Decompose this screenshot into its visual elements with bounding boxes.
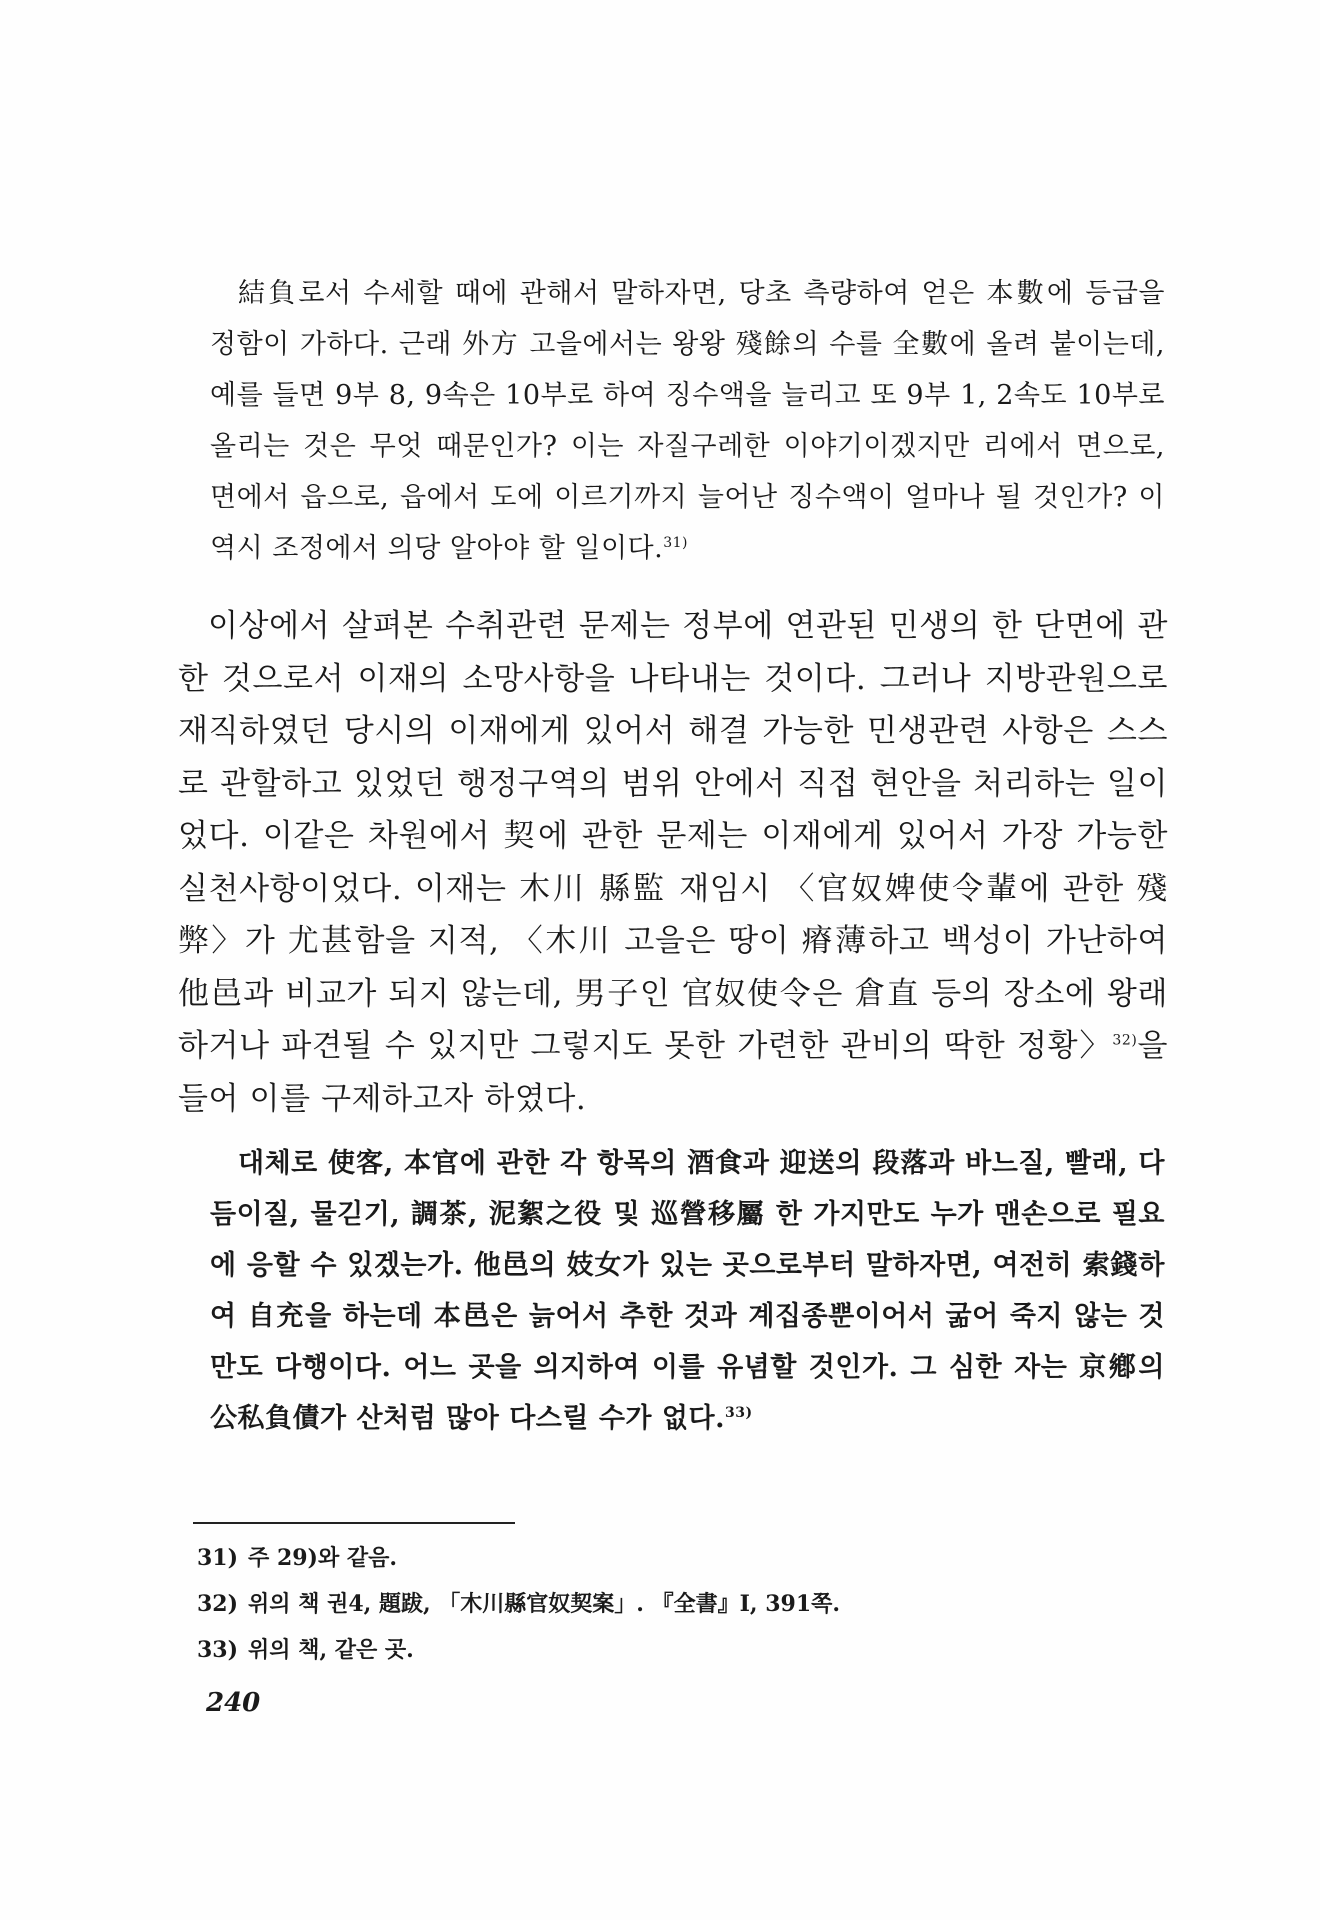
footnote-separator (193, 1522, 515, 1524)
body-text-1: 이상에서 살펴본 수취관련 문제는 정부에 연관된 민생의 한 단면에 관한 것으로서 이재의 소망사항을 나타내는 것이다. 그러나 지방관원으로 재직하였던 당시의 이재에게 있어서 해결 가능한 민생관련 사항은 스스로 관할하고 있었던 행정구역의 범위 안에서 직접 현안을 처리하는 일이었다. 이같은 차원에서 契에 관한 문제는 이재에게 있어서 가장 가능한 실천사항이었다. 이재는 木川 縣監 재임시 〈官奴婢使令輩에 관한 殘弊〉가 尤甚함을 지적, 〈木川 고을은 땅이 瘠薄하고 백성이 가난하여 他邑과 비교가 되지 않는데, 男子인 官奴使令은 倉直 등의 장소에 왕래하거나 파견될 수 있지만 그렇지도 못한 가련한 관비의 딱한 정황〉 (178, 608, 1168, 1064)
footnote-31 (197, 1535, 1097, 1581)
footnote-32 (197, 1581, 1097, 1627)
footnote-ref-32[interactable]: 32) (1112, 1032, 1138, 1049)
footnote-number: 31) (197, 1545, 239, 1571)
footnote-number: 32) (197, 1591, 239, 1617)
quote-block-2 (210, 1138, 1165, 1444)
footnotes-list (197, 1535, 1097, 1673)
quote-1-text: 結負로서 수세할 때에 관해서 말하자면, 당초 측량하여 얻은 本數에 등급을 정함이 가하다. 근래 外方 고을에서는 왕왕 殘餘의 수를 全數에 올려 붙이는데, 예를 들면 9부 8, 9속은 10부로 하여 징수액을 늘리고 또 9부 1, 2속도 10부로 올리는 것은 무엇 때문인가? 이는 자질구레한 이야기이겠지만 리에서 면으로, 면에서 읍으로, 읍에서 도에 이르기까지 늘어난 징수액이 얼마나 될 것인가? 이 역시 조정에서 의당 알아야 할 일이다. (210, 278, 1165, 564)
body-text-2: 을 들어 이를 구제하고자 하였다. (178, 1028, 1168, 1117)
footnote-text: 위의 책, 같은 곳. (248, 1637, 414, 1663)
footnote-33 (197, 1627, 1097, 1673)
footnote-ref-33[interactable]: 33) (724, 1405, 753, 1421)
footnote-number: 33) (197, 1637, 239, 1663)
body-paragraph (178, 600, 1168, 1125)
page-number: 240 (206, 1688, 261, 1718)
footnote-text: 주 29)와 같음. (248, 1545, 398, 1571)
footnote-text: 위의 책 권4, 題跋, 「木川縣官奴契案」. 『全書』Ⅰ, 391쪽. (248, 1591, 841, 1617)
quote-2-text: 대체로 使客, 本官에 관한 각 항목의 酒食과 迎送의 段落과 바느질, 빨래, 다듬이질, 물긷기, 調茶, 泥絮之役 및 巡營移屬 한 가지만도 누가 맨손으로 필요에 응할 수 있겠는가. 他邑의 妓女가 있는 곳으로부터 말하자면, 여전히 索錢하여 自充을 하는데 本邑은 늙어서 추한 것과 계집종뿐이어서 굶어 죽지 않는 것만도 다행이다. 어느 곳을 의지하여 이를 유념할 것인가. 그 심한 자는 京鄕의 公私負債가 산처럼 많아 다스릴 수가 없다. (210, 1148, 1165, 1434)
quote-block-1 (210, 268, 1165, 574)
footnote-ref-31[interactable]: 31) (663, 535, 689, 551)
